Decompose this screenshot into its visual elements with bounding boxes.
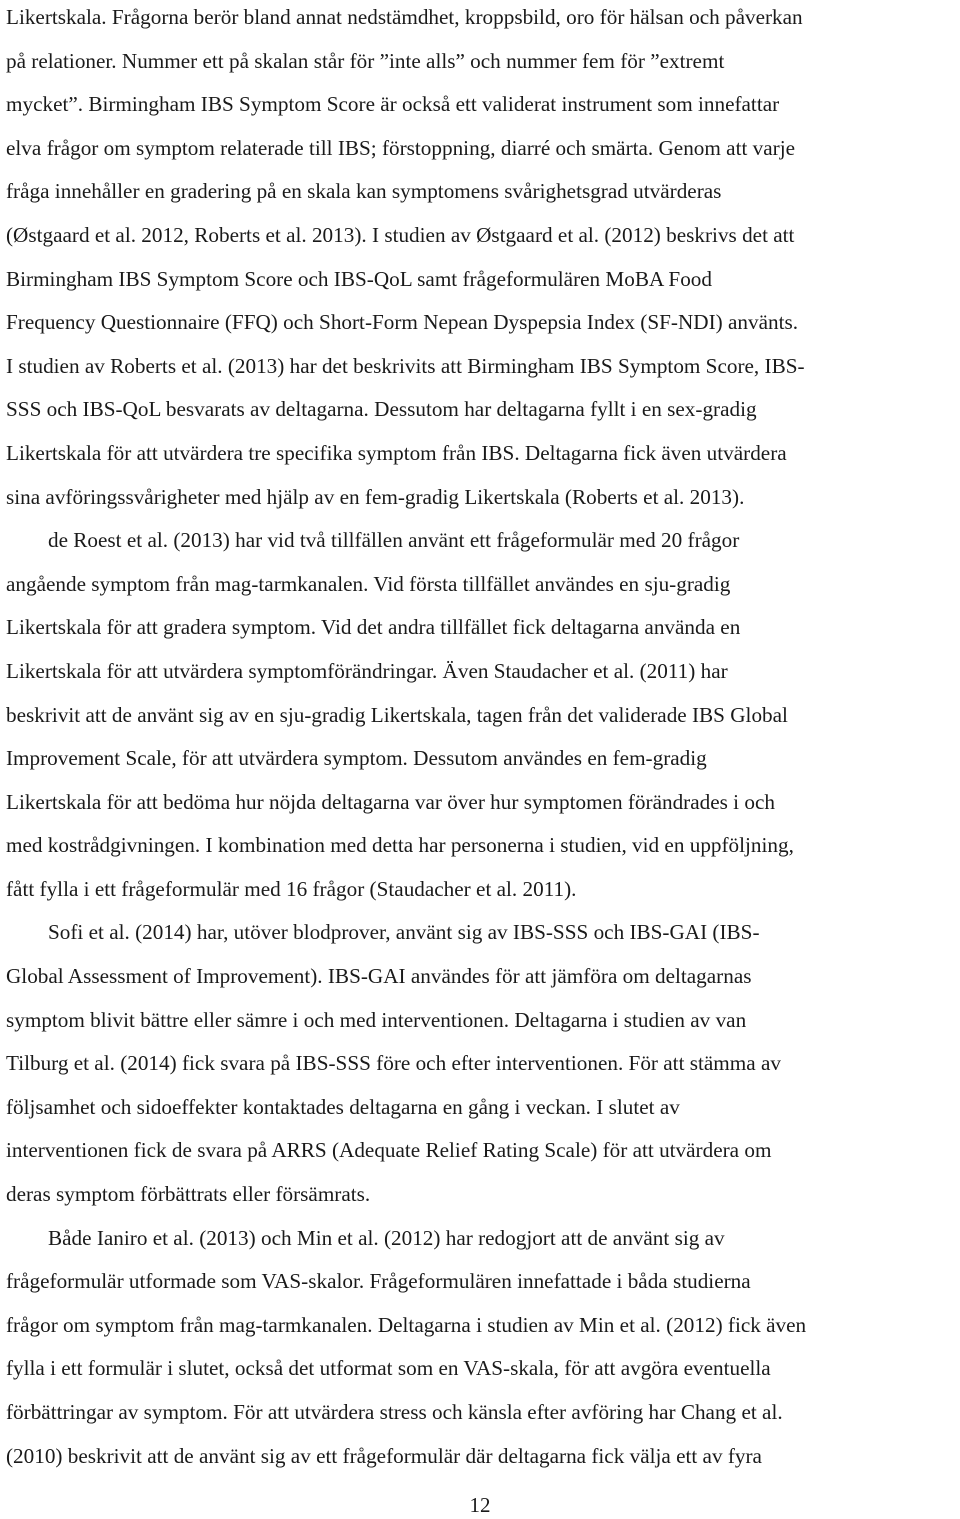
text-line: interventionen fick de svara på ARRS (Adequate Relief Rating Scale) för att utvärdera om	[6, 1138, 772, 1163]
text-line: SSS och IBS-QoL besvarats av deltagarna. Dessutom har deltagarna fyllt i en sex-gradig	[6, 397, 757, 422]
text-line: Tilburg et al. (2014) fick svara på IBS-SSS före och efter interventionen. För att stämma av	[6, 1051, 781, 1076]
text-line: sina avföringssvårigheter med hjälp av en fem-gradig Likertskala (Roberts et al. 2013).	[6, 484, 745, 509]
text-line: Birmingham IBS Symptom Score och IBS-QoL samt frågeformulären MoBA Food	[6, 266, 712, 291]
text-line: Både Ianiro et al. (2013) och Min et al. (2012) har redogjort att de använt sig av	[48, 1225, 725, 1250]
text-line: frågor om symptom från mag-tarmkanalen. Deltagarna i studien av Min et al. (2012) fick även	[6, 1312, 807, 1337]
text-line: fått fylla i ett frågeformulär med 16 frågor (Staudacher et al. 2011).	[6, 876, 577, 901]
text-line: fylla i ett formulär i slutet, också det utformat som en VAS-skala, för att avgöra eventuella	[6, 1356, 771, 1381]
text-line: deras symptom förbättrats eller försämrats.	[6, 1182, 371, 1207]
text-line: Improvement Scale, för att utvärdera symptom. Dessutom användes en fem-gradig	[6, 746, 707, 771]
text-line: Frequency Questionnaire (FFQ) och Short-Form Nepean Dyspepsia Index (SF-NDI) använts.	[6, 310, 799, 335]
page-number: 12	[469, 1493, 491, 1517]
text-line: följsamhet och sidoeffekter kontaktades deltagarna en gång i veckan. I slutet av	[6, 1094, 680, 1119]
text-line: beskrivit att de använt sig av en sju-gradig Likertskala, tagen från det validerade IBS Global	[6, 702, 788, 727]
text-line: Likertskala. Frågorna berör bland annat nedstämdhet, kroppsbild, oro för hälsan och påverkan	[6, 5, 803, 29]
text-line: elva frågor om symptom relaterade till IBS; förstoppning, diarré och smärta. Genom att varje	[6, 135, 795, 160]
text-line: med kostrådgivningen. I kombination med detta har personerna i studien, vid en uppföljning,	[6, 833, 794, 858]
text-line: Likertskala för att utvärdera tre specifika symptom från IBS. Deltagarna fick även utvärdera	[6, 440, 787, 465]
text-line: frågeformulär utformade som VAS-skalor. Frågeformulären innefattade i båda studierna	[6, 1269, 751, 1294]
text-line: angående symptom från mag-tarmkanalen. Vid första tillfället användes en sju-gradig	[6, 571, 731, 596]
body-text	[6, 0, 956, 1478]
text-line: Likertskala för att utvärdera symptomförändringar. Även Staudacher et al. (2011) har	[6, 658, 728, 683]
text-line: på relationer. Nummer ett på skalan står för ”inte alls” och nummer fem för ”extremt	[6, 48, 725, 73]
text-line: Likertskala för att bedöma hur nöjda deltagarna var över hur symptomen förändrades i och	[6, 789, 775, 814]
text-line: förbättringar av symptom. För att utvärdera stress och känsla efter avföring har Chang et al.	[6, 1400, 783, 1424]
text-line: (2010) beskrivit att de använt sig av ett frågeformulär där deltagarna fick välja ett av fyra	[6, 1443, 762, 1468]
text-line: de Roest et al. (2013) har vid två tillfällen använt ett frågeformulär med 20 frågor	[48, 528, 740, 553]
text-line: symptom blivit bättre eller sämre i och med interventionen. Deltagarna i studien av van	[6, 1007, 747, 1032]
text-line: (Østgaard et al. 2012, Roberts et al. 2013). I studien av Østgaard et al. (2012) beskrivs det att	[6, 222, 795, 247]
text-line: Global Assessment of Improvement). IBS-GAI användes för att jämföra om deltagarnas	[6, 964, 752, 989]
text-line: I studien av Roberts et al. (2013) har det beskrivits att Birmingham IBS Symptom Score, IBS-	[6, 353, 805, 378]
text-line: fråga innehåller en gradering på en skala kan symptomens svårighetsgrad utvärderas	[6, 179, 722, 204]
text-line: Sofi et al. (2014) har, utöver blodprover, använt sig av IBS-SSS och IBS-GAI (IBS-	[48, 920, 760, 945]
text-line: Likertskala för att gradera symptom. Vid det andra tillfället fick deltagarna använda en	[6, 615, 741, 640]
text-line: mycket”. Birmingham IBS Symptom Score är också ett validerat instrument som innefattar	[6, 92, 780, 117]
